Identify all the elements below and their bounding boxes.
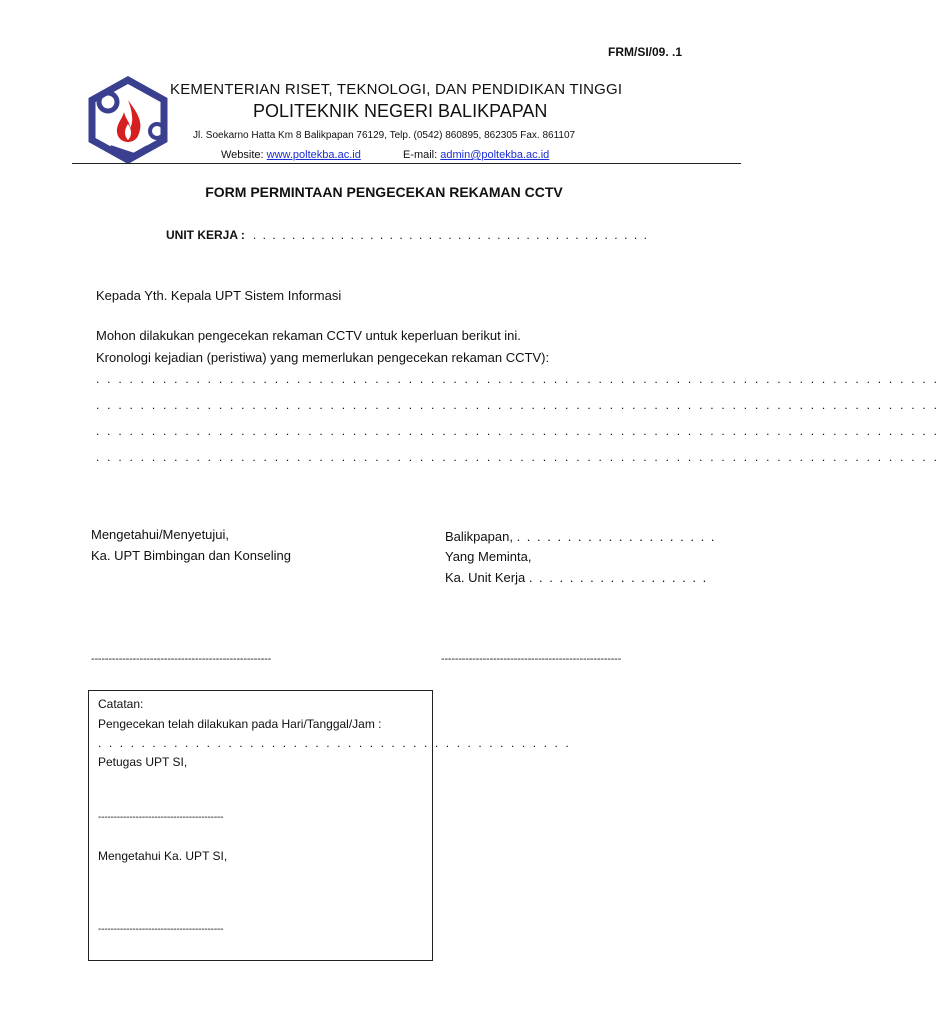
requester-line-3 — [445, 570, 708, 585]
form-code: FRM/SI/09. .1 — [608, 45, 683, 59]
website-label: Website: — [221, 149, 264, 161]
requester-line-2: Yang Meminta, — [445, 549, 532, 564]
email-link[interactable]: admin@poltekba.ac.id — [440, 149, 550, 161]
chronology-blank-3[interactable]: . . . . . . . . . . . . . . . . . . . . . . . . . . . . . . . . . . . . . . . . . . . . . . . . . . . . . . . . . . . . . . . . . . . . . . . . . . . . — [96, 424, 939, 438]
notes-title: Catatan: — [98, 697, 144, 711]
approver-signature-line[interactable]: ---------------------------------------------------- — [91, 653, 272, 665]
notes-box — [88, 690, 571, 961]
unit-kerja-label: UNIT KERJA : — [166, 228, 245, 242]
ministry-name: KEMENTERIAN RISET, TEKNOLOGI, DAN PENDIDIKAN TINGGI — [170, 81, 623, 98]
approver-line-1: Mengetahui/Menyetujui, — [91, 527, 230, 542]
notes-date-blank[interactable]: . . . . . . . . . . . . . . . . . . . . . . . . . . . . . . . . . . . . . . . . . . . . — [98, 736, 571, 750]
email-label: E-mail: — [402, 149, 438, 161]
requester-title-blank[interactable]: . . . . . . . . . . . . . . . . . . — [528, 570, 708, 585]
unit-kerja-blank[interactable]: . . . . . . . . . . . . . . . . . . . . . . . . . . . . . . . . . . . . . . . . . — [252, 228, 649, 242]
unit-kerja-row — [166, 228, 649, 242]
chronology-blank-2[interactable]: . . . . . . . . . . . . . . . . . . . . . . . . . . . . . . . . . . . . . . . . . . . . . . . . . . . . . . . . . . . . . . . . . . . . . . . . . . . . — [96, 398, 939, 412]
notes-officer: Petugas UPT SI, — [98, 755, 188, 769]
website-link[interactable]: www.poltekba.ac.id — [266, 149, 361, 161]
header-divider — [72, 163, 741, 164]
requester-signature-line[interactable]: ---------------------------------------------------- — [441, 653, 622, 665]
request-line-2: Kronologi kejadian (peristiwa) yang memerlukan pengecekan rekaman CCTV): — [96, 350, 550, 365]
head-signature-line[interactable]: ---------------------------------------- — [98, 924, 224, 935]
addressee: Kepada Yth. Kepala UPT Sistem Informasi — [96, 288, 342, 303]
approver-line-2: Ka. UPT Bimbingan dan Konseling — [91, 548, 291, 563]
chronology-blank-4[interactable]: . . . . . . . . . . . . . . . . . . . . . . . . . . . . . . . . . . . . . . . . . . . . . . . . . . . . . . . . . . . . . . . . . . . . . . . . . . . . — [96, 450, 939, 464]
requester-title: Ka. Unit Kerja — [445, 570, 526, 585]
place-label: Balikpapan, — [445, 529, 513, 544]
institution-name: POLITEKNIK NEGERI BALIKPAPAN — [253, 101, 548, 121]
contact-line — [221, 149, 549, 161]
form-title: FORM PERMINTAAN PENGECEKAN REKAMAN CCTV — [205, 184, 563, 200]
officer-signature-line[interactable]: ---------------------------------------- — [98, 812, 224, 823]
notes-checked-on: Pengecekan telah dilakukan pada Hari/Tanggal/Jam : — [98, 717, 382, 731]
chronology-blank-1[interactable]: . . . . . . . . . . . . . . . . . . . . . . . . . . . . . . . . . . . . . . . . . . . . . . . . . . . . . . . . . . . . . . . . . . . . . . . . . . . . — [96, 372, 939, 386]
place-date-row — [445, 529, 716, 544]
poltekba-logo-icon — [86, 78, 170, 162]
request-line-1: Mohon dilakukan pengecekan rekaman CCTV untuk keperluan berikut ini. — [96, 328, 521, 343]
date-blank[interactable]: . . . . . . . . . . . . . . . . . . . . — [516, 529, 716, 544]
institution-address: Jl. Soekarno Hatta Km 8 Balikpapan 76129, Telp. (0542) 860895, 862305 Fax. 861107 — [193, 130, 576, 141]
notes-head: Mengetahui Ka. UPT SI, — [98, 849, 228, 863]
